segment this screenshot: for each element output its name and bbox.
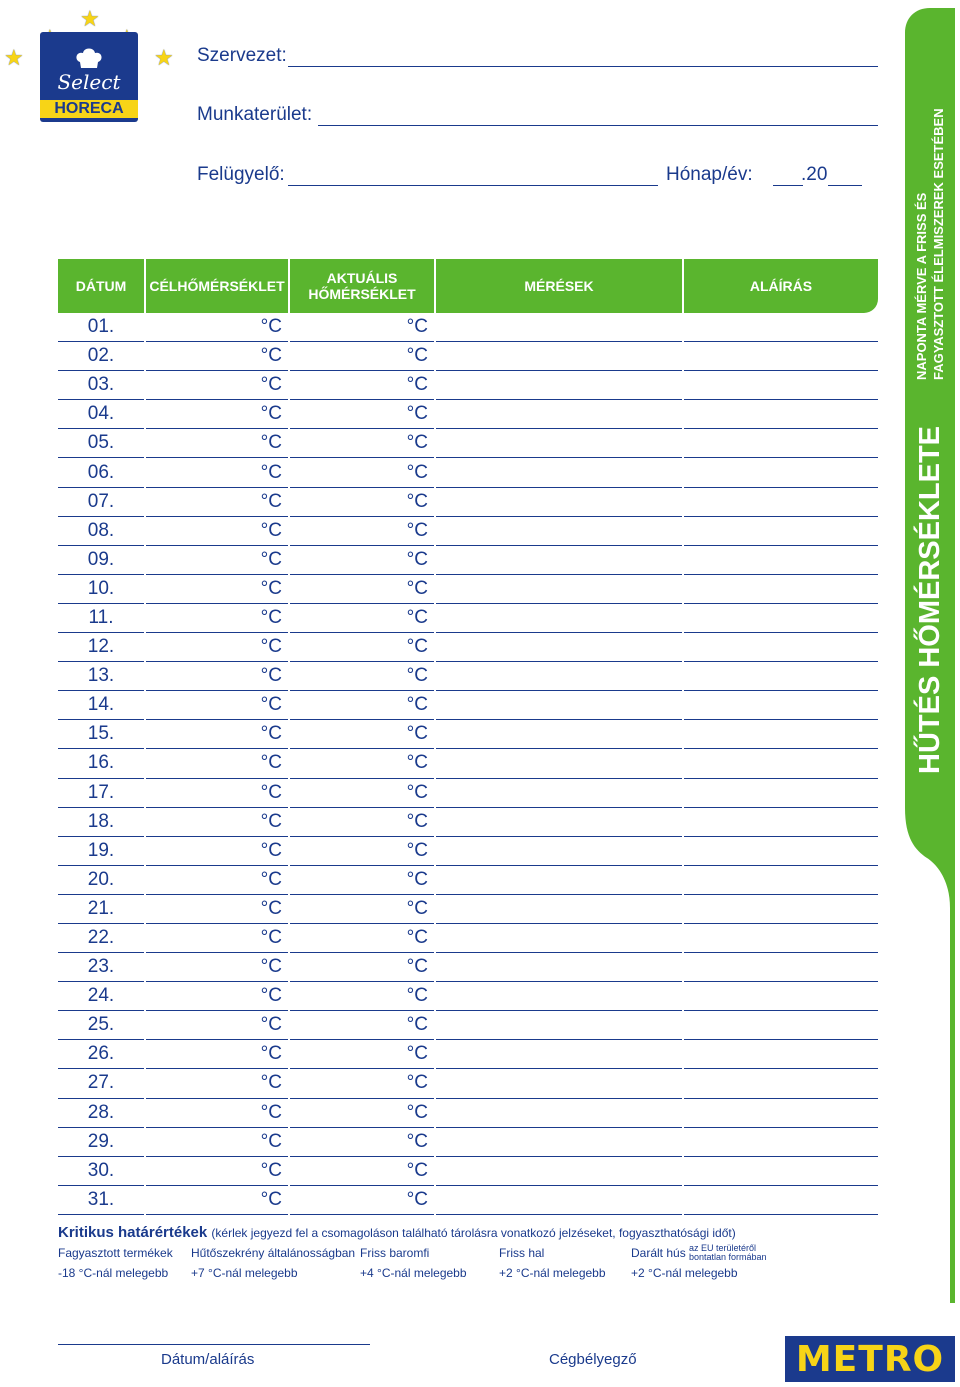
day-label: 13.: [58, 662, 144, 691]
actual-temperature-field[interactable]: [290, 342, 434, 371]
target-temperature-field[interactable]: [146, 371, 288, 400]
day-label: 23.: [58, 953, 144, 982]
actual-temperature-field[interactable]: [290, 488, 434, 517]
banner-subtitle-line2: FAGYASZTOTT ÉLELMISZEREK ESETÉBEN: [931, 108, 946, 380]
measurements-field[interactable]: [436, 866, 682, 895]
signature-field[interactable]: [684, 837, 878, 866]
table-row: [0, 895, 960, 924]
target-temperature-field[interactable]: [146, 837, 288, 866]
celsius-unit: °C: [260, 1043, 282, 1065]
measurements-field[interactable]: [436, 342, 682, 371]
column-header-actual-temperature: [290, 259, 434, 313]
actual-temperature-field[interactable]: [290, 546, 434, 575]
celsius-unit: °C: [406, 577, 428, 599]
metro-logo-text: METRO: [795, 1338, 945, 1380]
ground-meat-note: [689, 1244, 767, 1262]
signature-field[interactable]: [684, 808, 878, 837]
day-label: 04.: [58, 400, 144, 429]
signature-field[interactable]: [684, 517, 878, 546]
day-label: 01.: [58, 313, 144, 342]
signature-field[interactable]: [684, 400, 878, 429]
target-temperature-field[interactable]: [146, 604, 288, 633]
day-label: 22.: [58, 924, 144, 953]
signature-field[interactable]: [684, 604, 878, 633]
table-row: [0, 1157, 960, 1186]
signature-field[interactable]: [684, 749, 878, 778]
star-icon: ★: [154, 45, 174, 70]
measurements-field[interactable]: [436, 779, 682, 808]
date-signature-label: Dátum/aláírás: [161, 1351, 255, 1368]
signature-field[interactable]: [684, 720, 878, 749]
actual-temperature-field[interactable]: [290, 1069, 434, 1098]
target-temperature-field[interactable]: [146, 429, 288, 458]
measurements-field[interactable]: [436, 1040, 682, 1069]
day-label: 18.: [58, 808, 144, 837]
day-label: 30.: [58, 1157, 144, 1186]
actual-temperature-field[interactable]: [290, 720, 434, 749]
table-row: [0, 458, 960, 487]
critical-limits-note: (kérlek jegyezd fel a csomagoláson található tárolásra vonatkozó jelzéseket, fogyaszthatósági időt): [211, 1226, 736, 1240]
day-label: 15.: [58, 720, 144, 749]
signature-field[interactable]: [684, 1128, 878, 1157]
actual-temperature-field[interactable]: [290, 895, 434, 924]
celsius-unit: °C: [406, 548, 428, 570]
signature-field[interactable]: [684, 633, 878, 662]
measurements-field[interactable]: [436, 458, 682, 487]
target-temperature-field[interactable]: [146, 1128, 288, 1157]
metro-logo: [785, 1336, 955, 1382]
column-header-actual-line1: AKTUÁLIS: [326, 270, 398, 286]
day-label: 12.: [58, 633, 144, 662]
target-temperature-field[interactable]: [146, 895, 288, 924]
organization-label: Szervezet:: [197, 45, 287, 66]
celsius-unit: °C: [260, 868, 282, 890]
target-temperature-field[interactable]: [146, 924, 288, 953]
celsius-unit: °C: [406, 665, 428, 687]
target-temperature-field[interactable]: [146, 1040, 288, 1069]
target-temperature-field[interactable]: [146, 400, 288, 429]
actual-temperature-field[interactable]: [290, 313, 434, 342]
celsius-unit: °C: [406, 723, 428, 745]
target-temperature-field[interactable]: [146, 779, 288, 808]
signature-field[interactable]: [684, 953, 878, 982]
signature-field[interactable]: [684, 458, 878, 487]
day-label: 25.: [58, 1011, 144, 1040]
month-input-line[interactable]: [773, 185, 803, 186]
signature-field[interactable]: [684, 779, 878, 808]
table-row: [0, 546, 960, 575]
measurements-field[interactable]: [436, 546, 682, 575]
banner-subtitle-line1: NAPONTA MÉRVE A FRISS ÉS: [914, 192, 929, 380]
table-row: [0, 400, 960, 429]
celsius-unit: °C: [260, 897, 282, 919]
celsius-unit: °C: [406, 636, 428, 658]
supervisor-label: Felügyelő:: [197, 164, 285, 185]
celsius-unit: °C: [260, 985, 282, 1007]
measurements-field[interactable]: [436, 662, 682, 691]
date-signature-line[interactable]: [58, 1344, 370, 1345]
day-label: 05.: [58, 429, 144, 458]
measurements-field[interactable]: [436, 575, 682, 604]
chef-hat-icon: [74, 46, 104, 70]
critical-item-name: Hűtőszekrény általánosságban: [191, 1246, 356, 1260]
celsius-unit: °C: [406, 810, 428, 832]
day-label: 14.: [58, 691, 144, 720]
table-row: [0, 924, 960, 953]
celsius-unit: °C: [406, 781, 428, 803]
signature-field[interactable]: [684, 575, 878, 604]
table-row: [0, 691, 960, 720]
critical-limits-heading: Kritikus határértékek: [58, 1224, 208, 1241]
celsius-unit: °C: [260, 403, 282, 425]
day-label: 20.: [58, 866, 144, 895]
signature-field[interactable]: [684, 982, 878, 1011]
celsius-unit: °C: [260, 1101, 282, 1123]
actual-temperature-field[interactable]: [290, 400, 434, 429]
measurements-field[interactable]: [436, 953, 682, 982]
actual-temperature-field[interactable]: [290, 691, 434, 720]
celsius-unit: °C: [260, 636, 282, 658]
critical-limits-title: [58, 1224, 736, 1241]
celsius-unit: °C: [406, 1014, 428, 1036]
measurements-field[interactable]: [436, 488, 682, 517]
work-area-label: Munkaterület:: [197, 104, 313, 125]
measurements-field[interactable]: [436, 1128, 682, 1157]
celsius-unit: °C: [260, 665, 282, 687]
table-row: [0, 429, 960, 458]
celsius-unit: °C: [260, 432, 282, 454]
company-stamp-label: Cégbélyegző: [549, 1351, 637, 1368]
measurements-field[interactable]: [436, 749, 682, 778]
column-header-signature: ALÁÍRÁS: [684, 259, 878, 313]
celsius-unit: °C: [406, 1188, 428, 1210]
signature-field[interactable]: [684, 691, 878, 720]
celsius-unit: °C: [260, 810, 282, 832]
logo-horeca-text: HORECA: [40, 100, 138, 118]
measurements-field[interactable]: [436, 895, 682, 924]
celsius-unit: °C: [260, 839, 282, 861]
day-label: 29.: [58, 1128, 144, 1157]
star-icon: ★: [80, 6, 100, 31]
celsius-unit: °C: [406, 1072, 428, 1094]
signature-field[interactable]: [684, 546, 878, 575]
target-temperature-field[interactable]: [146, 633, 288, 662]
critical-item-value: +4 °C-nál melegebb: [360, 1266, 467, 1280]
actual-temperature-field[interactable]: [290, 1157, 434, 1186]
target-temperature-field[interactable]: [146, 808, 288, 837]
target-temperature-field[interactable]: [146, 866, 288, 895]
actual-temperature-field[interactable]: [290, 458, 434, 487]
table-row: [0, 575, 960, 604]
measurements-field[interactable]: [436, 633, 682, 662]
table-row: [0, 1128, 960, 1157]
celsius-unit: °C: [406, 432, 428, 454]
signature-field[interactable]: [684, 429, 878, 458]
celsius-unit: °C: [260, 1130, 282, 1152]
critical-item-value: +7 °C-nál melegebb: [191, 1266, 298, 1280]
actual-temperature-field[interactable]: [290, 808, 434, 837]
celsius-unit: °C: [260, 723, 282, 745]
side-banner: [905, 8, 955, 1303]
celsius-unit: °C: [406, 606, 428, 628]
actual-temperature-field[interactable]: [290, 953, 434, 982]
table-row: [0, 1186, 960, 1215]
celsius-unit: °C: [260, 548, 282, 570]
day-label: 21.: [58, 895, 144, 924]
critical-item-name: Friss baromfi: [360, 1246, 430, 1260]
celsius-unit: °C: [260, 1014, 282, 1036]
measurements-field[interactable]: [436, 1099, 682, 1128]
critical-item-name: Darált hús: [631, 1246, 686, 1260]
measurements-field[interactable]: [436, 517, 682, 546]
signature-field[interactable]: [684, 866, 878, 895]
signature-field[interactable]: [684, 924, 878, 953]
celsius-unit: °C: [406, 927, 428, 949]
target-temperature-field[interactable]: [146, 1069, 288, 1098]
measurements-field[interactable]: [436, 313, 682, 342]
banner-title: HŰTÉS HŐMÉRSÉKLETE: [914, 425, 946, 774]
actual-temperature-field[interactable]: [290, 1128, 434, 1157]
day-label: 27.: [58, 1069, 144, 1098]
celsius-unit: °C: [406, 374, 428, 396]
actual-temperature-field[interactable]: [290, 1186, 434, 1215]
celsius-unit: °C: [406, 1043, 428, 1065]
actual-temperature-field[interactable]: [290, 371, 434, 400]
table-row: [0, 982, 960, 1011]
target-temperature-field[interactable]: [146, 546, 288, 575]
table-row: [0, 633, 960, 662]
table-row: [0, 720, 960, 749]
celsius-unit: °C: [406, 1130, 428, 1152]
target-temperature-field[interactable]: [146, 691, 288, 720]
celsius-unit: °C: [406, 897, 428, 919]
column-header-measurements: MÉRÉSEK: [436, 259, 682, 313]
table-row: [0, 313, 960, 342]
signature-field[interactable]: [684, 488, 878, 517]
year-input-line[interactable]: [828, 185, 862, 186]
target-temperature-field[interactable]: [146, 1186, 288, 1215]
table-row: [0, 662, 960, 691]
actual-temperature-field[interactable]: [290, 604, 434, 633]
signature-field[interactable]: [684, 1099, 878, 1128]
celsius-unit: °C: [260, 606, 282, 628]
actual-temperature-field[interactable]: [290, 837, 434, 866]
celsius-unit: °C: [406, 1159, 428, 1181]
day-label: 07.: [58, 488, 144, 517]
target-temperature-field[interactable]: [146, 517, 288, 546]
critical-item-value: +2 °C-nál melegebb: [499, 1266, 606, 1280]
actual-temperature-field[interactable]: [290, 866, 434, 895]
celsius-unit: °C: [260, 345, 282, 367]
column-header-target-temperature: CÉLHŐMÉRSÉKLET: [146, 259, 288, 313]
celsius-unit: °C: [260, 752, 282, 774]
signature-field[interactable]: [684, 1157, 878, 1186]
celsius-unit: °C: [406, 868, 428, 890]
celsius-unit: °C: [406, 752, 428, 774]
celsius-unit: °C: [406, 985, 428, 1007]
month-year-label: Hónap/év:: [666, 164, 753, 185]
day-label: 03.: [58, 371, 144, 400]
actual-temperature-field[interactable]: [290, 1040, 434, 1069]
ground-meat-note-line1: az EU területéről: [689, 1243, 757, 1253]
day-label: 31.: [58, 1186, 144, 1215]
target-temperature-field[interactable]: [146, 313, 288, 342]
signature-field[interactable]: [684, 1011, 878, 1040]
measurements-field[interactable]: [436, 982, 682, 1011]
organization-input-line[interactable]: [288, 66, 878, 67]
target-temperature-field[interactable]: [146, 1157, 288, 1186]
target-temperature-field[interactable]: [146, 575, 288, 604]
signature-field[interactable]: [684, 313, 878, 342]
day-label: 26.: [58, 1040, 144, 1069]
measurements-field[interactable]: [436, 924, 682, 953]
celsius-unit: °C: [406, 316, 428, 338]
signature-field[interactable]: [684, 662, 878, 691]
celsius-unit: °C: [406, 1101, 428, 1123]
day-label: 06.: [58, 458, 144, 487]
measurements-field[interactable]: [436, 720, 682, 749]
target-temperature-field[interactable]: [146, 953, 288, 982]
logo-badge: [40, 32, 138, 122]
table-row: [0, 1040, 960, 1069]
celsius-unit: °C: [406, 461, 428, 483]
column-header-actual-line2: HŐMÉRSÉKLET: [308, 286, 416, 302]
supervisor-input-line[interactable]: [288, 185, 658, 186]
table-row: [0, 837, 960, 866]
day-label: 24.: [58, 982, 144, 1011]
table-row: [0, 953, 960, 982]
actual-temperature-field[interactable]: [290, 779, 434, 808]
day-label: 02.: [58, 342, 144, 371]
celsius-unit: °C: [260, 956, 282, 978]
celsius-unit: °C: [260, 1159, 282, 1181]
actual-temperature-field[interactable]: [290, 429, 434, 458]
celsius-unit: °C: [260, 1072, 282, 1094]
target-temperature-field[interactable]: [146, 342, 288, 371]
ground-meat-note-line2: bontatlan formában: [689, 1252, 767, 1262]
celsius-unit: °C: [260, 316, 282, 338]
table-row: [0, 866, 960, 895]
table-row: [0, 1099, 960, 1128]
celsius-unit: °C: [260, 519, 282, 541]
actual-temperature-field[interactable]: [290, 575, 434, 604]
critical-item-name: Friss hal: [499, 1246, 545, 1260]
table-row: [0, 808, 960, 837]
critical-item-name: Fagyasztott termékek: [58, 1246, 173, 1260]
measurements-field[interactable]: [436, 1157, 682, 1186]
celsius-unit: °C: [260, 927, 282, 949]
actual-temperature-field[interactable]: [290, 982, 434, 1011]
measurements-field[interactable]: [436, 691, 682, 720]
celsius-unit: °C: [406, 694, 428, 716]
day-label: 28.: [58, 1099, 144, 1128]
measurements-field[interactable]: [436, 1069, 682, 1098]
target-temperature-field[interactable]: [146, 488, 288, 517]
celsius-unit: °C: [260, 374, 282, 396]
actual-temperature-field[interactable]: [290, 749, 434, 778]
target-temperature-field[interactable]: [146, 458, 288, 487]
target-temperature-field[interactable]: [146, 1099, 288, 1128]
work-area-input-line[interactable]: [318, 125, 878, 126]
actual-temperature-field[interactable]: [290, 633, 434, 662]
signature-field[interactable]: [684, 342, 878, 371]
actual-temperature-field[interactable]: [290, 1011, 434, 1040]
table-row: [0, 517, 960, 546]
measurements-field[interactable]: [436, 808, 682, 837]
critical-item-value: -18 °C-nál melegebb: [58, 1266, 169, 1280]
target-temperature-field[interactable]: [146, 1011, 288, 1040]
table-row: [0, 1069, 960, 1098]
celsius-unit: °C: [406, 956, 428, 978]
signature-field[interactable]: [684, 371, 878, 400]
celsius-unit: °C: [406, 345, 428, 367]
table-row: [0, 342, 960, 371]
target-temperature-field[interactable]: [146, 982, 288, 1011]
table-row: [0, 371, 960, 400]
star-icon: ★: [4, 45, 24, 70]
signature-field[interactable]: [684, 1069, 878, 1098]
celsius-unit: °C: [260, 781, 282, 803]
table-row: [0, 488, 960, 517]
actual-temperature-field[interactable]: [290, 924, 434, 953]
actual-temperature-field[interactable]: [290, 517, 434, 546]
year-prefix: .20: [801, 164, 828, 185]
table-row: [0, 1011, 960, 1040]
celsius-unit: °C: [406, 403, 428, 425]
table-row: [0, 749, 960, 778]
actual-temperature-field[interactable]: [290, 1099, 434, 1128]
critical-item-value: +2 °C-nál melegebb: [631, 1266, 738, 1280]
column-header-date: DÁTUM: [58, 259, 144, 313]
celsius-unit: °C: [260, 461, 282, 483]
day-label: 08.: [58, 517, 144, 546]
actual-temperature-field[interactable]: [290, 662, 434, 691]
measurements-field[interactable]: [436, 604, 682, 633]
signature-field[interactable]: [684, 895, 878, 924]
target-temperature-field[interactable]: [146, 720, 288, 749]
temperature-log-rows: [0, 313, 960, 1215]
measurements-field[interactable]: [436, 1011, 682, 1040]
celsius-unit: °C: [260, 694, 282, 716]
measurements-field[interactable]: [436, 837, 682, 866]
celsius-unit: °C: [406, 490, 428, 512]
celsius-unit: °C: [260, 490, 282, 512]
celsius-unit: °C: [406, 839, 428, 861]
day-label: 17.: [58, 779, 144, 808]
day-label: 16.: [58, 749, 144, 778]
celsius-unit: °C: [260, 1188, 282, 1210]
measurements-field[interactable]: [436, 429, 682, 458]
measurements-field[interactable]: [436, 1186, 682, 1215]
logo-select-text: Select: [57, 70, 121, 94]
measurements-field[interactable]: [436, 371, 682, 400]
signature-field[interactable]: [684, 1186, 878, 1215]
signature-field[interactable]: [684, 1040, 878, 1069]
select-horeca-logo: [0, 0, 190, 135]
target-temperature-field[interactable]: [146, 662, 288, 691]
table-row: [0, 604, 960, 633]
day-label: 11.: [58, 604, 144, 633]
table-row: [0, 779, 960, 808]
measurements-field[interactable]: [436, 400, 682, 429]
day-label: 19.: [58, 837, 144, 866]
celsius-unit: °C: [406, 519, 428, 541]
day-label: 10.: [58, 575, 144, 604]
target-temperature-field[interactable]: [146, 749, 288, 778]
celsius-unit: °C: [260, 577, 282, 599]
day-label: 09.: [58, 546, 144, 575]
